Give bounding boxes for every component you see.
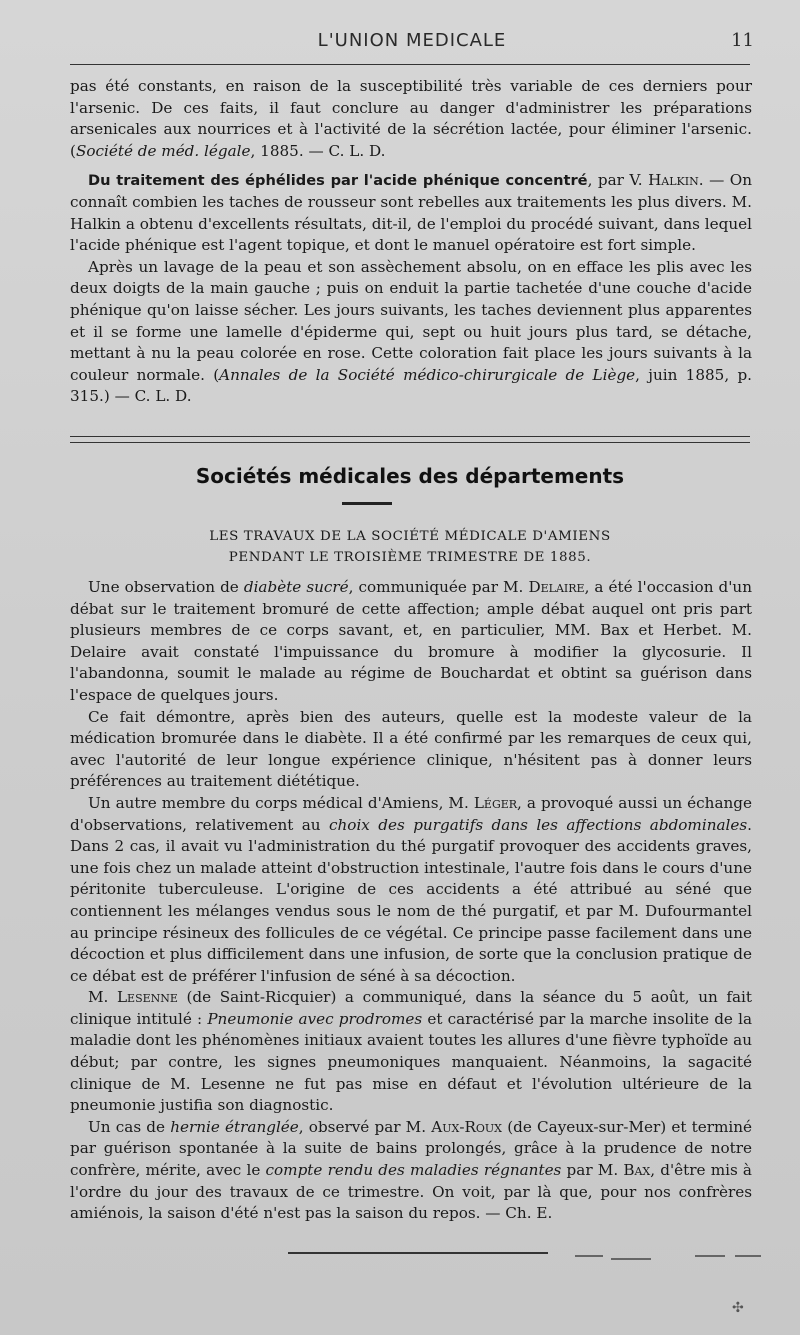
author-name: Delaire (528, 578, 585, 596)
article-lead-title: Du traitement des éphélides par l'acide phénique concentré (88, 172, 588, 190)
citation: Annales de la Société médico-chirurgicale de Liège (219, 365, 636, 384)
article-body-top (70, 76, 752, 408)
paragraph-pneumonie: M. Lesenne (de Saint-Ricquier) a communiqué, dans la séance du 5 août, un fait clinique intitulé : Pneumonie avec prodromes et caractérisé par la marche insolite de la maladie dont les phénomènes initiaux avaient toutes les allures d'une fièvre typhoïde au début; par contre, les signes pneumoniques manquaient. Néanmoins, la sagacité clinique de M. Lesenne ne fut pas mise en défaut et l'évolution ultérieure de la pneumonie justifia son diagnostic. (70, 988, 752, 1115)
paragraph-hernie: Un cas de hernie étranglée, observé par M. Aux-Roux (de Cayeux-sur-Mer) et terminé par guérison spontanée à la suite de bains prolongés, grâce à la prudence de notre confrère, mérite, avec le compte rendu des maladies régnantes par M. Bax, d'être mis à l'ordre du jour des travaux de ce trimestre. On voit, par là que, pour nos confrères amiénois, la saison d'été n'est pas la saison du repos. — Ch. E. (70, 1117, 752, 1223)
article-subheading (70, 526, 750, 568)
author-name: Bax (623, 1161, 651, 1180)
paragraph-arsenic: pas été constants, en raison de la susceptibilité très variable de ces derniers pour l'arsenic. De ces faits, il faut conclure au danger d'administrer les préparations arsenicales aux nourrices et à l'activité de la sécrétion lactée, pour éliminer l'arsenic. (Société de méd. légale, 1885. — C. L. D. (70, 77, 752, 160)
bleed-through-marks (575, 1250, 775, 1262)
paragraph-procedure: Après un lavage de la peau et son assèchement absolu, on en efface les plis avec les deux doigts de la main gauche ; puis on enduit la partie tachetée d'une couche d'acide phénique qu'on laisse sécher. Les jours suivants, les taches deviennent plus apparentes et il se forme une lamelle d'épiderme qui, sept ou huit jours plus tard, se détache, mettant à nu la peau colorée en rose. Cette coloration fait place les jours suivants à la couleur normale. (Annales de la Société médico-chirurgicale de Liège, juin 1885, p. 315.) — C. L. D. (70, 257, 752, 406)
signature-mark: ✣ (732, 1300, 744, 1316)
journal-title: L'UNION MEDICALE (317, 30, 507, 51)
author-name: Lesenne (116, 988, 178, 1007)
subheading-line-1: LES TRAVAUX DE LA SOCIÉTÉ MÉDICALE D'AMIENS (209, 529, 611, 544)
header-rule (70, 64, 750, 65)
footer-rule (288, 1252, 548, 1254)
page-number: 11 (731, 30, 754, 51)
paragraph-purgatifs: Un autre membre du corps médical d'Amiens, M. Léger, a provoqué aussi un échange d'observations, relativement au choix des purgatifs dans les affections abdominales. Dans 2 cas, il avait vu l'administration du thé purgatif provoquer des accidents graves, une fois chez un malade atteint d'obstruction intestinale, l'autre fois dans le cours d'une péritonite tuberculeuse. L'origine de ces accidents a été attribué au séné que contiennent les mélanges vendus sous le nom de thé purgatif, et par M. Dufourmantel au principe résineux des follicules de ce végétal. Ce principe passe facilement dans une décoction et plus difficilement dans une infusion, de sorte que la conclusion pratique de ce débat est de préférer l'infusion de séné à sa décoction. (70, 793, 752, 985)
paragraph-ephelides: Du traitement des éphélides par l'acide phénique concentré, par V. Halkin. — On connaît combien les taches de rousseur sont rebelles aux traitements les plus divers. M. Halkin a obtenu d'excellents résultats, dit-il, de l'emploi du procédé suivant, dans lequel l'acide phénique est l'agent topique, et dont le manuel opératoire est fort simple. (70, 171, 752, 255)
paragraph-bromure: Ce fait démontre, après bien des auteurs, quelle est la modeste valeur de la médication bromurée dans le diabète. Il a été confirmé par les remarques de ceux qui, avec l'autorité de leur longue expérience clinique, n'hésitent pas à donner leurs préférences au traitement diététique. (70, 707, 752, 791)
author-name: Aux-Roux (431, 1117, 503, 1136)
citation: Société de méd. légale (75, 141, 251, 160)
author-name: Léger (473, 793, 518, 812)
section-title: Sociétés médicales des départements (195, 464, 625, 488)
subheading-line-2: PENDANT LE TROISIÈME TRIMESTRE DE 1885. (228, 550, 592, 565)
section-divider (70, 436, 750, 443)
ornament-rule (342, 502, 392, 505)
author-name: Halkin (648, 171, 699, 190)
article-body-amiens (70, 577, 752, 1225)
running-header (70, 30, 754, 60)
paragraph-diabete: Une observation de diabète sucré, communiquée par M. Delaire, a été l'occasion d'un débat sur le traitement bromuré de cette affection; ample débat auquel ont pris part plusieurs membres de ce corps savant, et, en particulier, MM. Bax et Herbet. M. Delaire avait constaté l'impuissance du bromure à modifier la glycosurie. Il l'abandonna, soumit le malade au régime de Bouchardat et obtint sa guérison dans l'espace de quelques jours. (70, 578, 752, 704)
